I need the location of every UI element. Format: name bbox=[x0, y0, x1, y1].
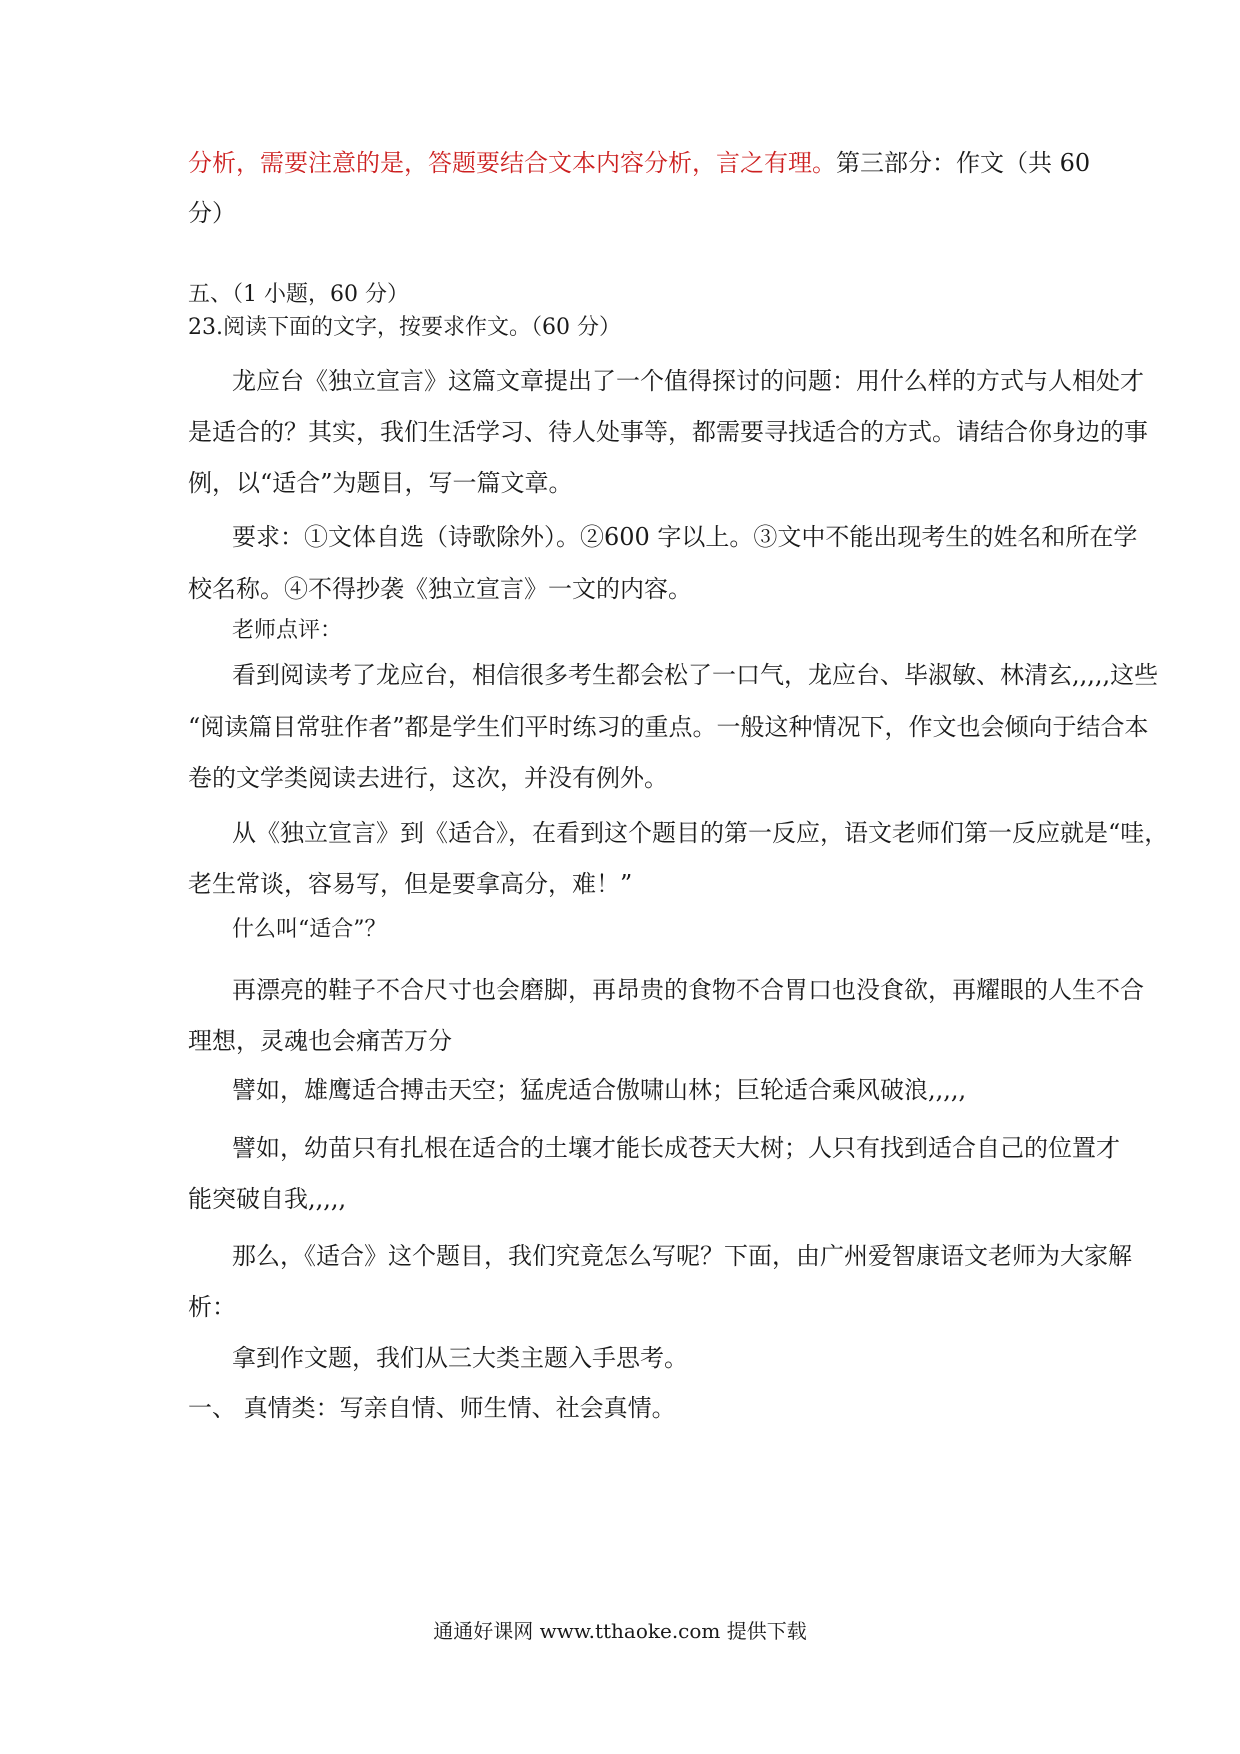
para7-line-1: 那么，《适合》这个题目，我们究竟怎么写呢？下面，由广州爱智康语文老师为大家解 bbox=[232, 1242, 1132, 1270]
requirements-line-1: 要求：①文体自选（诗歌除外）。②600 字以上。③文中不能出现考生的姓名和所在学 bbox=[232, 523, 1138, 551]
requirements-line-2: 校名称。④不得抄袭《独立宣言》一文的内容。 bbox=[188, 575, 692, 603]
para6-line-2: 能突破自我,,,,, bbox=[188, 1185, 347, 1213]
para1-line-3: 卷的文学类阅读去进行，这次，并没有例外。 bbox=[188, 764, 668, 792]
para4-line-2: 理想，灵魂也会痛苦万分 bbox=[188, 1027, 452, 1055]
para8: 拿到作文题，我们从三大类主题入手思考。 bbox=[232, 1344, 688, 1372]
prompt-line-1: 龙应台《独立宣言》这篇文章提出了一个值得探讨的问题：用什么样的方式与人相处才 bbox=[232, 367, 1144, 395]
intro-line-end: 分） bbox=[188, 199, 236, 227]
para5: 譬如，雄鹰适合搏击天空；猛虎适合傲啸山林；巨轮适合乘风破浪,,,,, bbox=[232, 1076, 967, 1104]
intro-black-text: 第三部分：作文（共 60 bbox=[836, 149, 1091, 177]
intro-line bbox=[188, 148, 1090, 178]
para4-line-1: 再漂亮的鞋子不合尺寸也会磨脚，再昂贵的食物不合胃口也没食欲，再耀眼的人生不合 bbox=[232, 976, 1144, 1004]
section-header: 五、（1 小题，60 分） bbox=[188, 282, 409, 307]
para3: 什么叫“适合”？ bbox=[232, 917, 387, 942]
para7-line-2: 析： bbox=[188, 1293, 236, 1321]
para9-category-one: 一、 真情类：写亲自情、师生情、社会真情。 bbox=[188, 1394, 676, 1422]
teacher-comment-title: 老师点评： bbox=[232, 618, 343, 643]
para2-line-1: 从《独立宣言》到《适合》，在看到这个题目的第一反应，语文老师们第一反应就是“哇， bbox=[232, 819, 1169, 847]
para1-line-2: “阅读篇目常驻作者”都是学生们平时练习的重点。一般这种情况下，作文也会倾向于结合本 bbox=[188, 713, 1149, 741]
question-title: 23.阅读下面的文字，按要求作文。（60 分） bbox=[188, 315, 621, 340]
para6-line-1: 譬如，幼苗只有扎根在适合的土壤才能长成苍天大树；人只有找到适合自己的位置才 bbox=[232, 1134, 1120, 1162]
page-footer: 通通好课网 www.tthaoke.com 提供下载 bbox=[433, 1619, 807, 1643]
para2-line-2: 老生常谈，容易写，但是要拿高分，难！” bbox=[188, 870, 633, 898]
para1-line-1: 看到阅读考了龙应台，相信很多考生都会松了一口气，龙应台、毕淑敏、林清玄,,,,,这些 bbox=[232, 661, 1159, 689]
intro-red-text: 分析，需要注意的是，答题要结合文本内容分析，言之有理。 bbox=[188, 149, 836, 177]
prompt-line-2: 是适合的？其实，我们生活学习、待人处事等，都需要寻找适合的方式。请结合你身边的事 bbox=[188, 418, 1148, 446]
prompt-line-3: 例，以“适合”为题目，写一篇文章。 bbox=[188, 469, 573, 497]
